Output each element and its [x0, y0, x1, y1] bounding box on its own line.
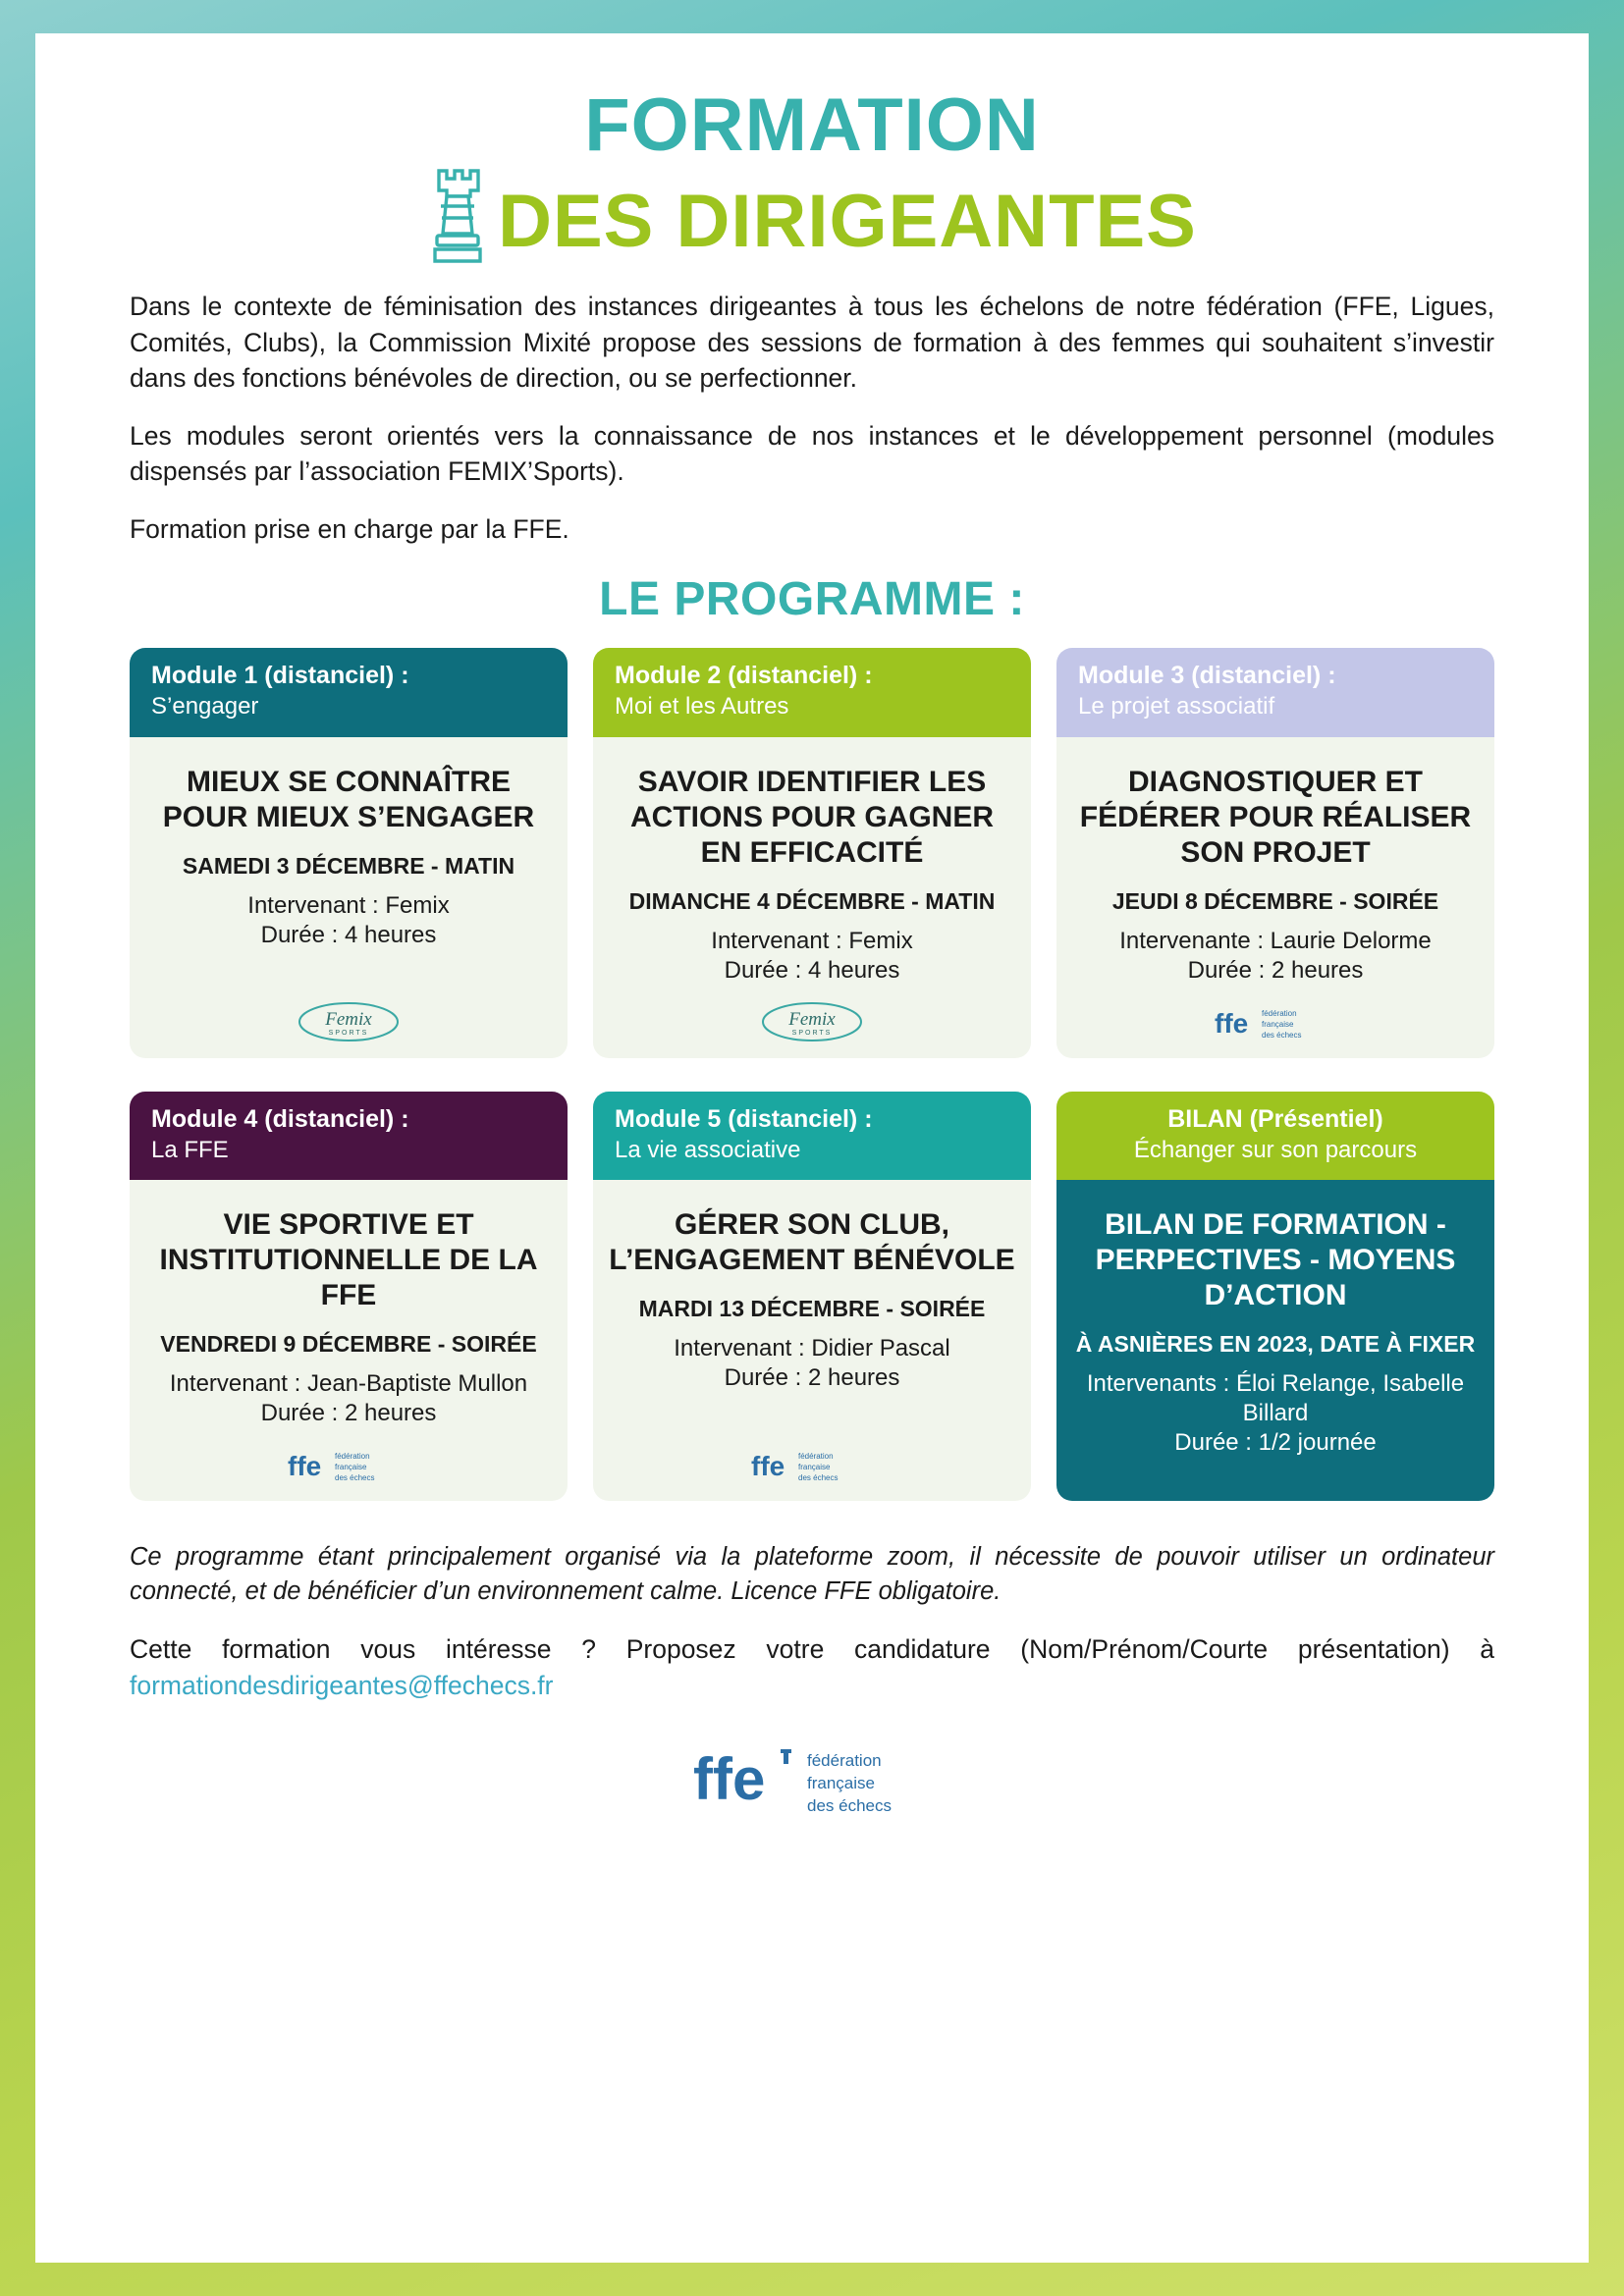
bilan-header-title: BILAN (Présentiel) [1167, 1104, 1383, 1133]
svg-text:française: française [798, 1463, 831, 1472]
bilan-body [1056, 1180, 1494, 1501]
module-3-header-title: Module 3 (distanciel) : [1078, 662, 1336, 690]
title-line-2: DES DIRIGEANTES [498, 180, 1197, 263]
module-5-header-title: Module 5 (distanciel) : [615, 1104, 873, 1133]
module-5-logo-slot [609, 1428, 1015, 1487]
svg-text:des échecs: des échecs [807, 1796, 892, 1816]
ffe-logo-icon [286, 1444, 411, 1487]
module-3-header-subtitle: Le projet associatif [1078, 693, 1275, 721]
svg-text:des échecs: des échecs [798, 1473, 839, 1483]
module-5-title: GÉRER SON CLUB, L’ENGAGEMENT BÉNÉVOLE [609, 1208, 1015, 1277]
contact-email-link[interactable]: formationdesdirigeantes@ffechecs.fr [130, 1670, 554, 1700]
bilan-speaker: Intervenants : Éloi Relange, Isabelle Billard [1086, 1370, 1465, 1427]
module-card-3 [1056, 648, 1494, 1058]
poster-content [35, 33, 1589, 2263]
ffe-logo-icon [689, 1736, 935, 1821]
poster-title [130, 83, 1494, 275]
bilan-title: BILAN DE FORMATION - PERPECTIVES - MOYENS D’ACTION [1095, 1208, 1456, 1312]
module-1-date: SAMEDI 3 DÉCEMBRE - MATIN [182, 852, 515, 879]
module-1-title: MIEUX SE CONNAÎTRE POUR MIEUX S’ENGAGER [162, 765, 535, 833]
bilan-header-subtitle: Échanger sur son parcours [1133, 1136, 1418, 1163]
svg-text:fédération: fédération [807, 1751, 882, 1771]
bilan-header [1056, 1092, 1494, 1181]
module-3-date: JEUDI 8 DÉCEMBRE - SOIRÉE [1111, 887, 1439, 914]
module-3-title: DIAGNOSTIQUER ET FÉDÉRER POUR RÉALISER SON PROJET [1079, 765, 1472, 869]
bilan-date: À ASNIÈRES EN 2023, DATE À FIXER [1075, 1331, 1476, 1358]
title-line-1: FORMATION [584, 83, 1040, 167]
module-card-1 [130, 648, 568, 1058]
svg-text:française: française [807, 1774, 875, 1793]
module-1-header-title: Module 1 (distanciel) : [151, 662, 409, 690]
svg-text:ffe: ffe [693, 1746, 766, 1813]
module-4-header-subtitle: La FFE [151, 1136, 229, 1163]
module-4-header-title: Module 4 (distanciel) : [151, 1104, 409, 1133]
bilan-duration: Durée : 1/2 journée [1174, 1429, 1377, 1457]
module-card-4 [130, 1092, 568, 1502]
module-1-duration: Durée : 4 heures [260, 921, 437, 948]
module-4-logo-slot [145, 1428, 552, 1487]
svg-text:SPORTS: SPORTS [328, 1029, 369, 1037]
intro-paragraph-1: Dans le contexte de féminisation des instances dirigeantes à tous les échelons de notre fédération (FFE, Ligues, Comités, Clubs), la Commission Mixité propose des sessions de formation à des femmes qui souhaitent s’investir dans des fonctions bénévoles de direction, ou se perfectionner. [130, 292, 1494, 394]
module-5-date: MARDI 13 DÉCEMBRE - SOIRÉE [638, 1296, 986, 1322]
module-1-body [130, 737, 568, 1058]
module-3-logo-slot [1072, 986, 1479, 1044]
femix-sports-logo-icon [296, 999, 402, 1044]
module-2-header-subtitle: Moi et les Autres [615, 693, 789, 721]
ffe-logo-icon [1213, 1001, 1338, 1044]
module-2-speaker: Intervenant : Femix [711, 927, 913, 954]
svg-text:fédération: fédération [798, 1452, 834, 1462]
ffe-logo-icon [749, 1444, 875, 1487]
footer-contact [130, 1631, 1494, 1703]
module-card-2 [593, 648, 1031, 1058]
footer [130, 1540, 1494, 1821]
module-4-title: VIE SPORTIVE ET INSTITUTIONNELLE DE LA FFE [159, 1208, 538, 1312]
module-5-body [593, 1180, 1031, 1501]
module-5-duration: Durée : 2 heures [724, 1364, 900, 1392]
intro-paragraph-2: Les modules seront orientés vers la connaissance de nos instances et le développement personnel (modules dispensés par l’association FEMIX’Sports). [130, 420, 1494, 487]
module-4-speaker: Intervenant : Jean-Baptiste Mullon [169, 1370, 528, 1398]
svg-text:fédération: fédération [1262, 1008, 1297, 1018]
svg-text:ffe: ffe [288, 1451, 322, 1482]
title-line-2-row [130, 169, 1494, 275]
module-1-header-subtitle: S’engager [151, 693, 259, 721]
module-3-duration: Durée : 2 heures [1187, 956, 1364, 984]
module-3-header [1056, 648, 1494, 737]
svg-text:française: française [335, 1463, 367, 1472]
module-3-speaker: Intervenante : Laurie Delorme [1119, 927, 1432, 954]
svg-text:Femix: Femix [325, 1008, 372, 1030]
module-2-body [593, 737, 1031, 1058]
modules-grid [130, 648, 1494, 1501]
module-card-5 [593, 1092, 1031, 1502]
module-1-logo-slot [145, 986, 552, 1044]
module-2-title: SAVOIR IDENTIFIER LES ACTIONS POUR GAGNER EN EFFICACITÉ [629, 765, 995, 869]
svg-text:française: française [1262, 1019, 1294, 1029]
svg-text:Femix: Femix [788, 1008, 836, 1030]
chess-rook-icon [427, 163, 488, 269]
module-3-body [1056, 737, 1494, 1058]
svg-text:ffe: ffe [1215, 1007, 1249, 1039]
module-4-date: VENDREDI 9 DÉCEMBRE - SOIRÉE [160, 1331, 537, 1358]
programme-heading: LE PROGRAMME : [599, 573, 1025, 626]
module-2-header-title: Module 2 (distanciel) : [615, 662, 873, 690]
module-4-body [130, 1180, 568, 1501]
module-2-header [593, 648, 1031, 737]
svg-text:des échecs: des échecs [1262, 1030, 1302, 1040]
intro-text [130, 289, 1494, 547]
module-5-header [593, 1092, 1031, 1181]
svg-text:des échecs: des échecs [335, 1473, 375, 1483]
module-4-duration: Durée : 2 heures [260, 1400, 437, 1427]
footer-note: Ce programme étant principalement organisé via la plateforme zoom, il nécessite de pouvoir utiliser un ordinateur connecté, et de bénéficier d’un environnement calme. Licence FFE obligatoire. [130, 1543, 1494, 1605]
svg-text:ffe: ffe [751, 1451, 785, 1482]
module-1-speaker: Intervenant : Femix [247, 891, 450, 919]
module-2-logo-slot [609, 986, 1015, 1044]
footer-contact-text: Cette formation vous intéresse ? Proposez votre candidature (Nom/Prénom/Courte présentation) à [130, 1634, 1494, 1665]
module-5-header-subtitle: La vie associative [615, 1136, 801, 1163]
svg-text:SPORTS: SPORTS [791, 1029, 833, 1037]
module-2-date: DIMANCHE 4 DÉCEMBRE - MATIN [628, 887, 996, 914]
femix-sports-logo-icon [759, 999, 865, 1044]
module-card-bilan [1056, 1092, 1494, 1502]
svg-text:fédération: fédération [335, 1452, 370, 1462]
module-5-speaker: Intervenant : Didier Pascal [674, 1335, 950, 1362]
module-1-header [130, 648, 568, 737]
intro-paragraph-3: Formation prise en charge par la FFE. [130, 513, 569, 544]
module-2-duration: Durée : 4 heures [724, 956, 900, 984]
footer-logo [130, 1736, 1494, 1821]
module-4-header [130, 1092, 568, 1181]
